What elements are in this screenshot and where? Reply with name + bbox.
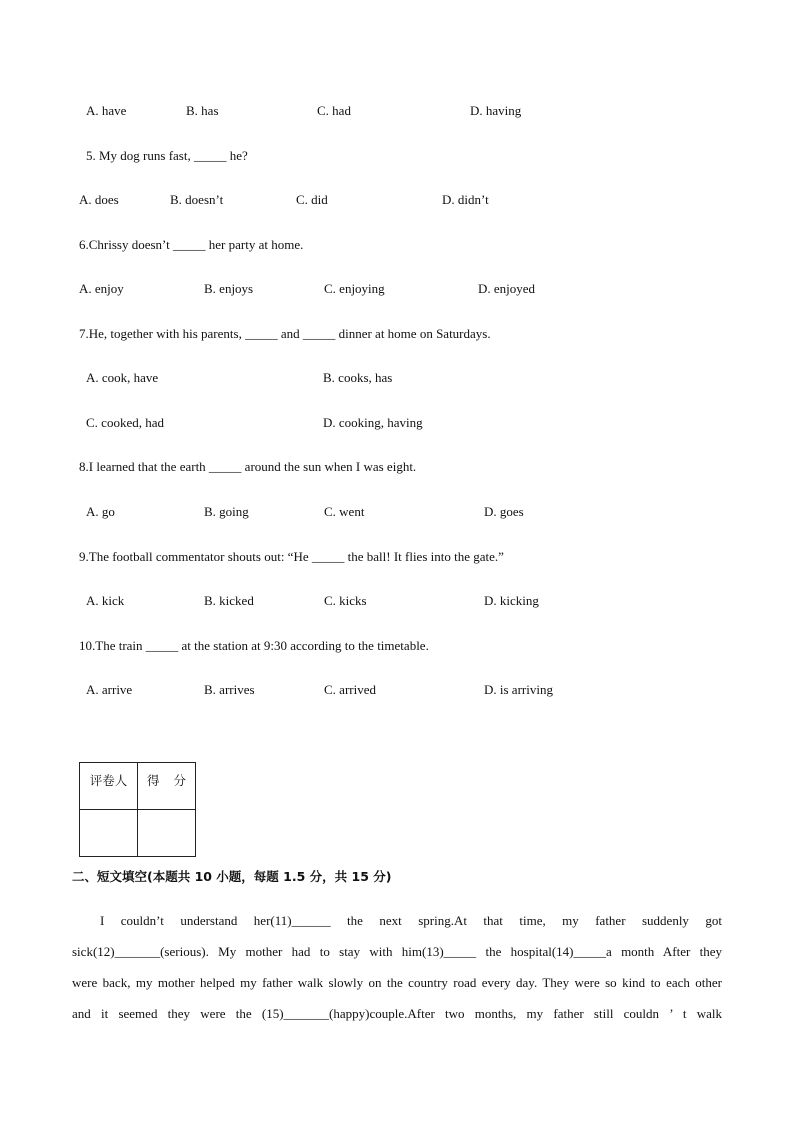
- q7-stem: 7.He, together with his parents, _____ and _____ dinner at home on Saturdays.: [79, 326, 491, 341]
- q4-option-d: D. having: [470, 103, 522, 118]
- q9-option-c: C. kicks: [324, 593, 367, 608]
- score-entry-cell: [138, 810, 196, 857]
- score-header-cell: [138, 763, 196, 810]
- q9-option-a: A. kick: [86, 593, 125, 608]
- q8-option-b: B. going: [204, 504, 249, 519]
- q5-stem: 5. My dog runs fast, _____ he?: [86, 148, 248, 163]
- q6-option-d: D. enjoyed: [478, 281, 536, 296]
- q6-stem: 6.Chrissy doesn’t _____ her party at home.: [79, 237, 304, 252]
- q7-option-c: C. cooked, had: [86, 415, 164, 430]
- q8-option-a: A. go: [86, 504, 115, 519]
- q8-option-d: D. goes: [484, 504, 524, 519]
- q8-stem: 8.I learned that the earth _____ around the sun when I was eight.: [79, 459, 417, 474]
- q6-option-b: B. enjoys: [204, 281, 254, 296]
- q9-stem: 9.The football commentator shouts out: “He _____ the ball! It flies into the gate.”: [79, 549, 504, 564]
- q10-option-c: C. arrived: [324, 682, 376, 697]
- q7-option-a: A. cook, have: [86, 370, 159, 385]
- q9-option-b: B. kicked: [204, 593, 254, 608]
- q4-option-b: B. has: [186, 103, 219, 118]
- q9-option-d: D. kicking: [484, 593, 539, 608]
- passage-line-4: and it seemed they were the (15)_______(happy)couple.After two months, my father still couldn ’ t walk: [72, 1006, 722, 1021]
- q5-option-a: A. does: [79, 192, 119, 207]
- passage-line-1: I couldn’t understand her(11)______ the next spring.At that time, my father suddenly got: [100, 913, 722, 928]
- q5-option-c: C. did: [296, 192, 328, 207]
- q7-option-d: D. cooking, having: [323, 415, 423, 430]
- q6-option-c: C. enjoying: [324, 281, 385, 296]
- q10-stem: 10.The train _____ at the station at 9:30 according to the timetable.: [79, 638, 429, 653]
- q10-option-d: D. is arriving: [484, 682, 553, 697]
- score-label: 得 分: [147, 773, 186, 788]
- grader-header-cell: [80, 763, 138, 810]
- q4-option-c: C. had: [317, 103, 351, 118]
- q8-option-c: C. went: [324, 504, 365, 519]
- q5-option-b: B. doesn’t: [170, 192, 224, 207]
- q7-option-b: B. cooks, has: [323, 370, 393, 385]
- q5-option-d: D. didn’t: [442, 192, 489, 207]
- q4-option-a: A. have: [86, 103, 127, 118]
- passage-line-2: sick(12)_______(serious). My mother had to stay with him(13)_____ the hospital(14)_____a month After they: [72, 944, 722, 959]
- q6-option-a: A. enjoy: [79, 281, 124, 296]
- q10-option-b: B. arrives: [204, 682, 255, 697]
- score-table: [79, 762, 196, 857]
- section-2-title: 二、短文填空(本题共 10 小题，每题 1.5 分，共 15 分): [72, 869, 392, 884]
- q10-option-a: A. arrive: [86, 682, 133, 697]
- grader-entry-cell: [80, 810, 138, 857]
- passage-line-3: were back, my mother helped my father walk slowly on the country road every day. They were so kind to each other: [72, 975, 722, 990]
- grader-label: 评卷人: [89, 773, 128, 788]
